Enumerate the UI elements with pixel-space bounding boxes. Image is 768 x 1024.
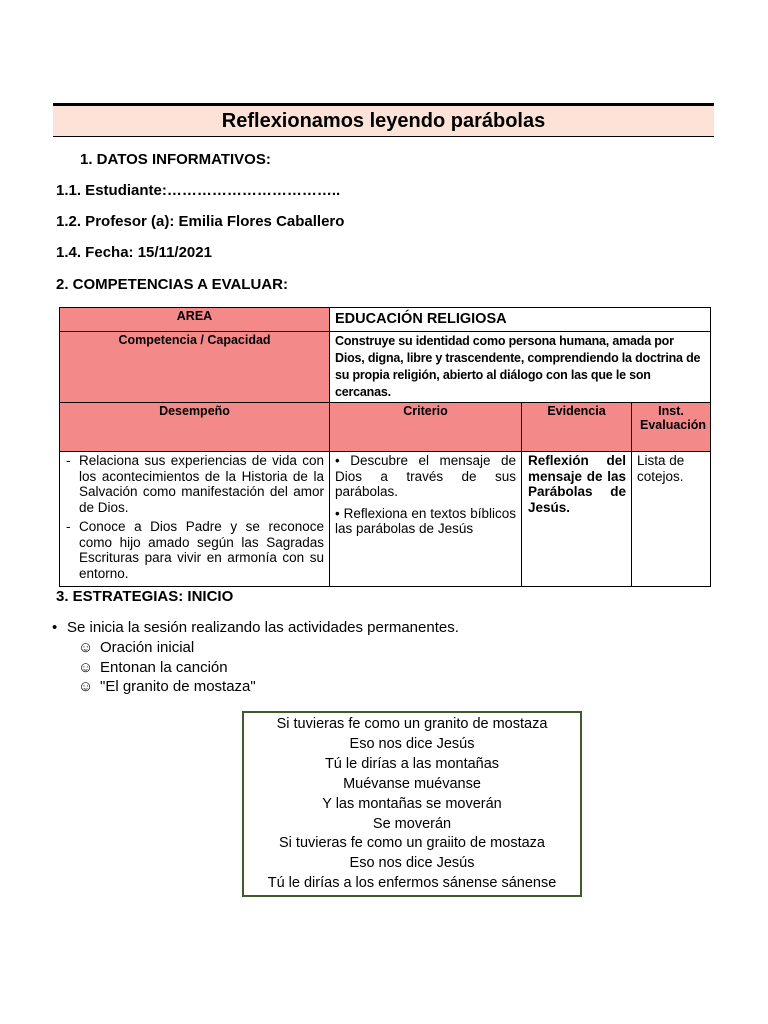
area-value: EDUCACIÓN RELIGIOSA: [330, 308, 711, 332]
header-instrumento: Inst. Evaluación: [632, 403, 711, 452]
header-evidencia: Evidencia: [522, 403, 632, 452]
competencia-value: Construye su identidad como persona humana, amada por Dios, digna, libre y trascendente, comprendiendo la doctrina de su propia religión, abierto al diálogo con las que le son cercanas.: [330, 332, 711, 403]
datos-informativos-heading: 1. DATOS INFORMATIVOS:: [80, 151, 271, 168]
bullet-text: Se inicia la sesión realizando las actividades permanentes.: [67, 619, 459, 636]
smiley-icon: ☺: [78, 678, 94, 695]
list-item: [78, 678, 256, 695]
desempeno-cell: [60, 452, 330, 587]
criterio-cell: [330, 452, 522, 587]
song-line: Tú le dirías a los enfermos sánense sánense: [267, 875, 557, 892]
list-item: [78, 639, 194, 656]
instrumento-cell: Lista de cotejos.: [632, 452, 711, 587]
song-lyrics-box: [242, 711, 582, 897]
header-criterio: Criterio: [330, 403, 522, 452]
list-item-text: "El granito de mostaza": [100, 678, 256, 695]
header-desempeno: Desempeño: [60, 403, 330, 452]
song-line: Y las montañas se moverán: [322, 795, 502, 812]
smiley-icon: ☺: [78, 639, 94, 656]
competencias-heading: 2. COMPETENCIAS A EVALUAR:: [56, 276, 288, 293]
song-line: Si tuvieras fe como un granito de mostaza: [276, 716, 548, 732]
song-line: Eso nos dice Jesús: [349, 735, 475, 752]
smiley-icon: ☺: [78, 659, 94, 676]
bullet-icon: •: [52, 619, 58, 636]
list-item-text: Oración inicial: [100, 639, 195, 656]
song-line: Si tuvieras fe como un graiito de mostaza: [279, 835, 545, 852]
estrategias-heading: 3. ESTRATEGIAS: INICIO: [56, 588, 234, 605]
area-label: AREA: [60, 308, 330, 332]
competencias-table: [59, 307, 711, 587]
profesor-line: 1.2. Profesor (a): Emilia Flores Caballero: [56, 213, 345, 230]
song-line: Muévanse muévanse: [343, 775, 481, 792]
list-item: [78, 659, 228, 676]
list-item-text: Entonan la canción: [100, 659, 228, 676]
estudiante-line: 1.1. Estudiante:……………………………..: [56, 182, 341, 199]
song-line: Eso nos dice Jesús: [349, 855, 475, 872]
criterio-item: • Descubre el mensaje de Dios a través de sus parábolas.: [335, 453, 516, 499]
desempeno-item: - Conoce a Dios Padre y se reconoce como hijo amado según las Sagradas Escrituras para vivir en armonía con su entorno.: [65, 519, 324, 581]
page-title: Reflexionamos leyendo parábolas: [53, 103, 714, 137]
competencia-label: Competencia / Capacidad: [60, 332, 330, 403]
fecha-line: 1.4. Fecha: 15/11/2021: [56, 244, 212, 261]
criterio-item: • Reflexiona en textos bíblicos las parábolas de Jesús: [335, 505, 516, 536]
evidencia-cell: Reflexión del mensaje de las Parábolas de Jesús.: [522, 452, 632, 587]
song-line: Tú le dirías a las montañas: [324, 755, 500, 772]
bullet-line: [52, 619, 459, 636]
song-line: Se moverán: [372, 815, 452, 832]
desempeno-item: - Relaciona sus experiencias de vida con los acontecimientos de la Historia de la Salvación como manifestación del amor de Dios.: [65, 453, 324, 515]
